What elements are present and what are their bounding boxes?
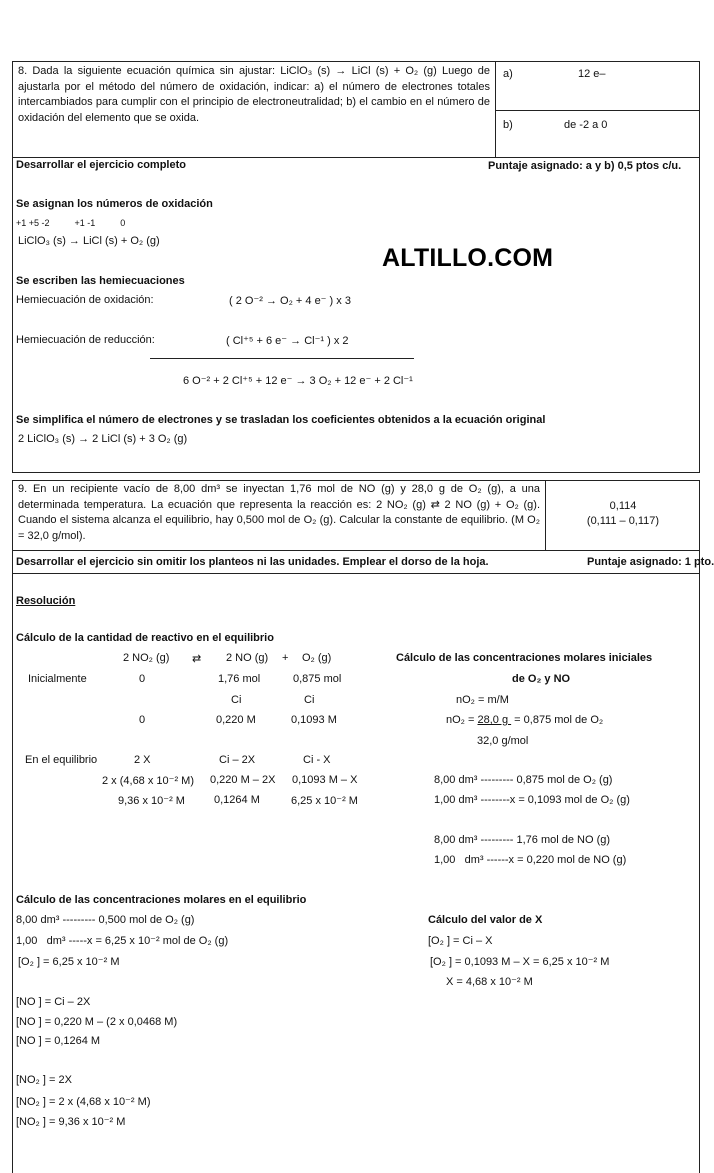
eq-o2-line3: [O₂ ] = 6,25 x 10⁻² M xyxy=(18,956,120,968)
q8-original-equation: LiClO₃ (s) → LiCl (s) + O₂ (g) xyxy=(18,235,160,247)
q8-answer-b-label: b) xyxy=(503,119,513,131)
table-eq3-no2: 9,36 x 10⁻² M xyxy=(118,795,185,807)
no2-conc-line1: [NO₂ ] = 2X xyxy=(16,1074,72,1086)
no2-conc-line2: [NO₂ ] = 2 x (4,68 x 10⁻² M) xyxy=(16,1096,151,1108)
table-eq3-o2: 6,25 x 10⁻² M xyxy=(291,795,358,807)
q8-section1-title: Se asignan los números de oxidación xyxy=(16,198,213,210)
no-conc-line3: [NO ] = 0,1264 M xyxy=(16,1035,101,1047)
initial-conc-title-1: Cálculo de las concentraciones molares iniciales xyxy=(396,652,653,664)
table-eq-o2: Ci - X xyxy=(303,754,331,766)
table-header-no2: 2 NO₂ (g) xyxy=(123,652,170,664)
table-eq-label: En el equilibrio xyxy=(25,754,98,766)
table-initial-o2: 0,875 mol xyxy=(293,673,342,685)
q8-reduction-equation: ( Cl⁺⁵ + 6 e⁻ → Cl⁻¹ ) x 2 xyxy=(226,335,349,347)
table-header-plus: + xyxy=(282,652,289,664)
q8-final-equation: 2 LiClO₃ (s) → 2 LiCl (s) + 3 O₂ (g) xyxy=(18,433,188,445)
q9-instruction-bottom xyxy=(12,573,700,574)
q8-points: Puntaje asignado: a y b) 0,5 ptos c/u. xyxy=(488,160,682,172)
no2-conc-line3: [NO₂ ] = 9,36 x 10⁻² M xyxy=(16,1116,126,1128)
no-conc-line2: [NO ] = 0,220 M – (2 x 0,0468 M) xyxy=(16,1016,178,1028)
q9-calc1-title: Cálculo de la cantidad de reactivo en el equilibrio xyxy=(16,632,274,644)
table-eq2-no: 0,220 M – 2X xyxy=(210,774,276,786)
no-rule-line1: 8,00 dm³ --------- 1,76 mol de NO (g) xyxy=(434,834,611,846)
table-eq2-o2: 0,1093 M – X xyxy=(292,774,358,786)
table-eq2-no2: 2 x (4,68 x 10⁻² M) xyxy=(102,775,195,787)
eq-o2-line1: 8,00 dm³ --------- 0,500 mol de O₂ (g) xyxy=(16,914,195,926)
table-initial-label: Inicialmente xyxy=(28,673,87,685)
q9-points: Puntaje asignado: 1 pto. xyxy=(587,556,714,568)
table-eq-no2: 2 X xyxy=(134,754,151,766)
table-eq-no: Ci – 2X xyxy=(219,754,256,766)
q9-answer: 0,114 xyxy=(609,500,637,512)
q8-answer-a-value: 12 e– xyxy=(578,68,606,80)
q8-sum-equation: 6 O⁻² + 2 Cl⁺⁵ + 12 e⁻ → 3 O₂ + 12 e⁻ + 2 Cl⁻¹ xyxy=(183,375,413,387)
q8-instruction: Desarrollar el ejercicio completo xyxy=(16,159,186,171)
watermark-logo: ALTILLO.COM xyxy=(382,244,554,272)
o2-rule-line1: 8,00 dm³ --------- 0,875 mol de O₂ (g) xyxy=(434,774,613,786)
q9-header-bottom xyxy=(12,550,700,551)
table-molar-no2: 0 xyxy=(139,714,146,726)
q9-instruction: Desarrollar el ejercicio sin omitir los planteos ni las unidades. Emplear el dorso de la hoja. xyxy=(16,556,489,568)
no-rule-line2: 1,00 dm³ ------x = 0,220 mol de NO (g) xyxy=(434,854,627,866)
table-initial-no2: 0 xyxy=(139,673,146,685)
initial-conc-title-2: de O₂ y NO xyxy=(512,673,571,685)
n-calc-prefix: nO₂ = xyxy=(446,714,478,726)
n-calculation xyxy=(446,714,603,726)
table-header-no: 2 NO (g) xyxy=(226,652,269,664)
q8-section3-title: Se simplifica el número de electrones y se trasladan los coeficientes obtenidos a la ecuación original xyxy=(16,414,546,426)
q8-section2-title: Se escriben las hemiecuaciones xyxy=(16,275,185,287)
table-molar-o2: 0,1093 M xyxy=(291,714,337,726)
calc2-title: Cálculo de las concentraciones molares en el equilibrio xyxy=(16,894,307,906)
table-initial-no: 1,76 mol xyxy=(218,673,261,685)
n-calc-result: = 0,875 mol de O₂ xyxy=(511,714,604,726)
x-calc-line2: [O₂ ] = 0,1093 M – X = 6,25 x 10⁻² M xyxy=(430,956,610,968)
q9-answer-range: (0,111 – 0,117) xyxy=(586,515,660,527)
q8-oxidation-label: Hemiecuación de oxidación: xyxy=(16,294,154,306)
n-calc-numerator: 28,0 g xyxy=(477,714,512,726)
q8-header-bottom xyxy=(12,157,700,158)
no-conc-line1: [NO ] = Ci – 2X xyxy=(16,996,91,1008)
n-calc-denominator: 32,0 g/mol xyxy=(477,735,529,747)
o2-rule-line2: 1,00 dm³ --------x = 0,1093 mol de O₂ (g) xyxy=(434,794,630,806)
q8-oxidation-numbers: +1 +5 -2 +1 -1 0 xyxy=(16,218,126,228)
n-formula: nO₂ = m/M xyxy=(456,694,509,706)
q8-reduction-label: Hemiecuación de reducción: xyxy=(16,334,155,346)
table-ci-o2: Ci xyxy=(304,694,315,706)
table-ci-no: Ci xyxy=(231,694,242,706)
table-header-arrow: ⇄ xyxy=(192,653,202,665)
table-header-o2: O₂ (g) xyxy=(302,652,332,664)
x-calc-line1: [O₂ ] = Ci – X xyxy=(428,935,493,947)
q8-statement: 8. Dada la siguiente ecuación química sin ajustar: LiClO₃ (s) → LiCl (s) + O₂ (g) Luego de ajustarla por el método del número de oxidación, indicar: a) el número de electrones totales intercambiados para cumplir con el principio de electroneutralidad; b) el cambio en el número de oxidación del elemento que se oxida. xyxy=(18,65,490,124)
q9-frame xyxy=(12,480,700,1173)
table-molar-no: 0,220 M xyxy=(216,714,256,726)
q8-oxidation-equation: ( 2 O⁻² → O₂ + 4 e⁻ ) x 3 xyxy=(229,295,351,307)
q8-sum-line xyxy=(150,358,414,359)
x-calc-title: Cálculo del valor de X xyxy=(428,914,543,926)
q8-answer-a-label: a) xyxy=(503,68,513,80)
q8-answer-separator xyxy=(495,110,700,111)
table-eq3-no: 0,1264 M xyxy=(214,794,260,806)
q8-answer-b-value: de -2 a 0 xyxy=(564,119,608,131)
x-calc-line3: X = 4,68 x 10⁻² M xyxy=(446,976,533,988)
q9-statement: 9. En un recipiente vacío de 8,00 dm³ se inyectan 1,76 mol de NO (g) y 28,0 g de O₂ (g), a una determinada temperatura. La ecuación que representa la reacción es: 2 NO₂ (g) ⇄ 2 NO (g) + O₂ (g). Cuando el sistema alcanza el equilibrio, hay 0,500 mol de O₂ (g). Calcular la constante de equilibrio. (M O₂ = 32,0 g/mol). xyxy=(18,483,540,542)
q9-resolution-title: Resolución xyxy=(16,595,76,607)
eq-o2-line2: 1,00 dm³ -----x = 6,25 x 10⁻² mol de O₂ (g) xyxy=(16,935,229,947)
